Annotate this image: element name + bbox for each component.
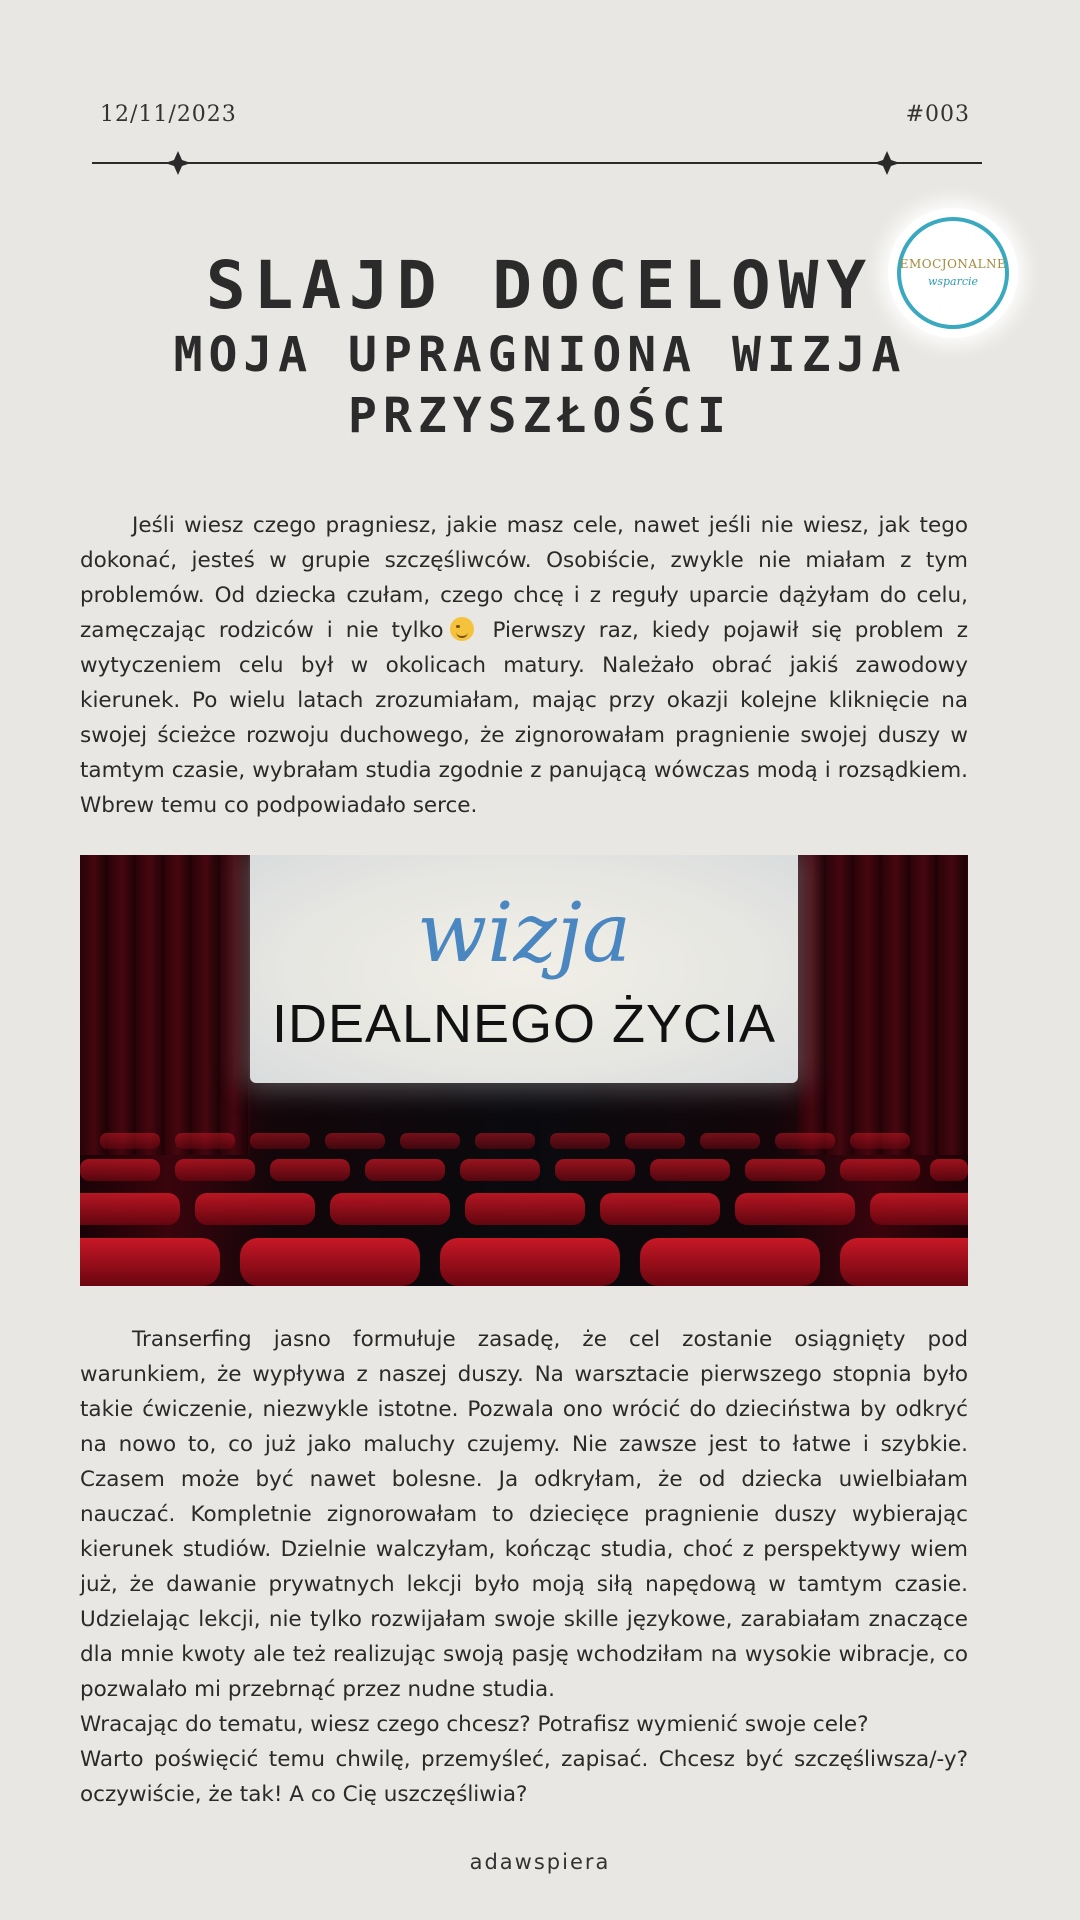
sparkle-icon <box>874 151 900 175</box>
curtain-left <box>80 855 250 1155</box>
issue-number: #003 <box>905 102 970 127</box>
title-sub-line1: MOJA UPRAGNIONA WIZJA <box>173 326 907 383</box>
curtain-right <box>798 855 968 1155</box>
decorative-divider <box>92 150 982 180</box>
logo-text-line1: EMOCJONALNE <box>899 257 1007 272</box>
body-paragraph: Transerfing jasno formułuje zasadę, że cel zostanie osiągnięty pod warunkiem, że wypływa z naszej duszy. Na warsztacie pierwszego stopnia było takie ćwiczenie, niezwykle istotne. Pozwala ono wrócić do dzieciństwa by odkryć na nowo to, co już jako maluchy czujemy. Nie zawsze jest to łatwe i szybkie. Czasem może być nawet bolesne. Ja odkryłam, że od dziecka uwielbiałam nauczać. Kompletnie zignorowałam to dziecięce pragnienie duszy wybierając kierunek studiów. Dzielnie walczyłam, kończąc studia, choć z perspektywy wiem już, że dawanie prywatnych lekcji było moją siłą napędową w tamtym czasie. Udzielając lekcji, nie tylko rozwijałam swoje skille językowe, zarabiałam znaczące dla mnie kwoty ale też realizując swoją pasję wchodziłam na wysokie wibracje, co pozwalało mi przebrnąć przez nudne studia. <box>80 1327 968 1702</box>
title-main: SLAJD DOCELOWY <box>205 247 875 324</box>
logo-text-line2: wsparcie <box>927 274 979 288</box>
cinema-seats <box>80 1123 968 1286</box>
closing-paragraph <box>80 1707 968 1812</box>
page-title <box>100 247 980 446</box>
winking-face-icon <box>450 617 474 641</box>
intro-text-part2: Pierwszy raz, kiedy pojawił się problem z wytyczeniem celu był w okolicach matury. Należało obrać jakiś zawodowy kierunek. Po wielu latach zrozumiałam, mając przy okazji kolejne kliknięcie na swojej ścieżce rozwoju duchowego, że zignorowałam pragnienie swojej duszy w tamtym czasie, wybrałam studia zgodnie z panującą wówczas modą i rozsądkiem. Wbrew temu co podpowiadało serce. <box>80 618 968 818</box>
cinema-banner-image <box>80 855 968 1286</box>
banner-phrase: IDEALNEGO ŻYCIA <box>271 994 777 1054</box>
cinema-screen <box>250 855 798 1083</box>
date-label: 12/11/2023 <box>100 102 237 127</box>
banner-word: wizja <box>417 886 631 981</box>
footer-author: adawspiera <box>469 1850 611 1874</box>
header-meta <box>100 102 970 127</box>
intro-paragraph <box>80 508 968 823</box>
sparkle-icon <box>165 151 191 175</box>
intro-text-part1: Jeśli wiesz czego pragniesz, jakie masz cele, nawet jeśli nie wiesz, jak tego dokonać, jesteś w grupie szczęśliwców. Osobiście, zwykle nie miałam z tym problemów. Od dziecka czułam, czego chcę i z reguły uparcie dążyłam do celu, zamęczając rodziców i nie tylko <box>80 513 968 643</box>
title-sub-line2: PRZYSZŁOŚCI <box>348 388 732 445</box>
closing-line2: Warto poświęcić temu chwilę, przemyśleć, zapisać. Chcesz być szczęśliwsza/-y? oczywiście, że tak! A co Cię uszczęśliwia? <box>80 1747 968 1807</box>
closing-line1: Wracając do tematu, wiesz czego chcesz? Potrafisz wymienić swoje cele? <box>80 1712 869 1737</box>
